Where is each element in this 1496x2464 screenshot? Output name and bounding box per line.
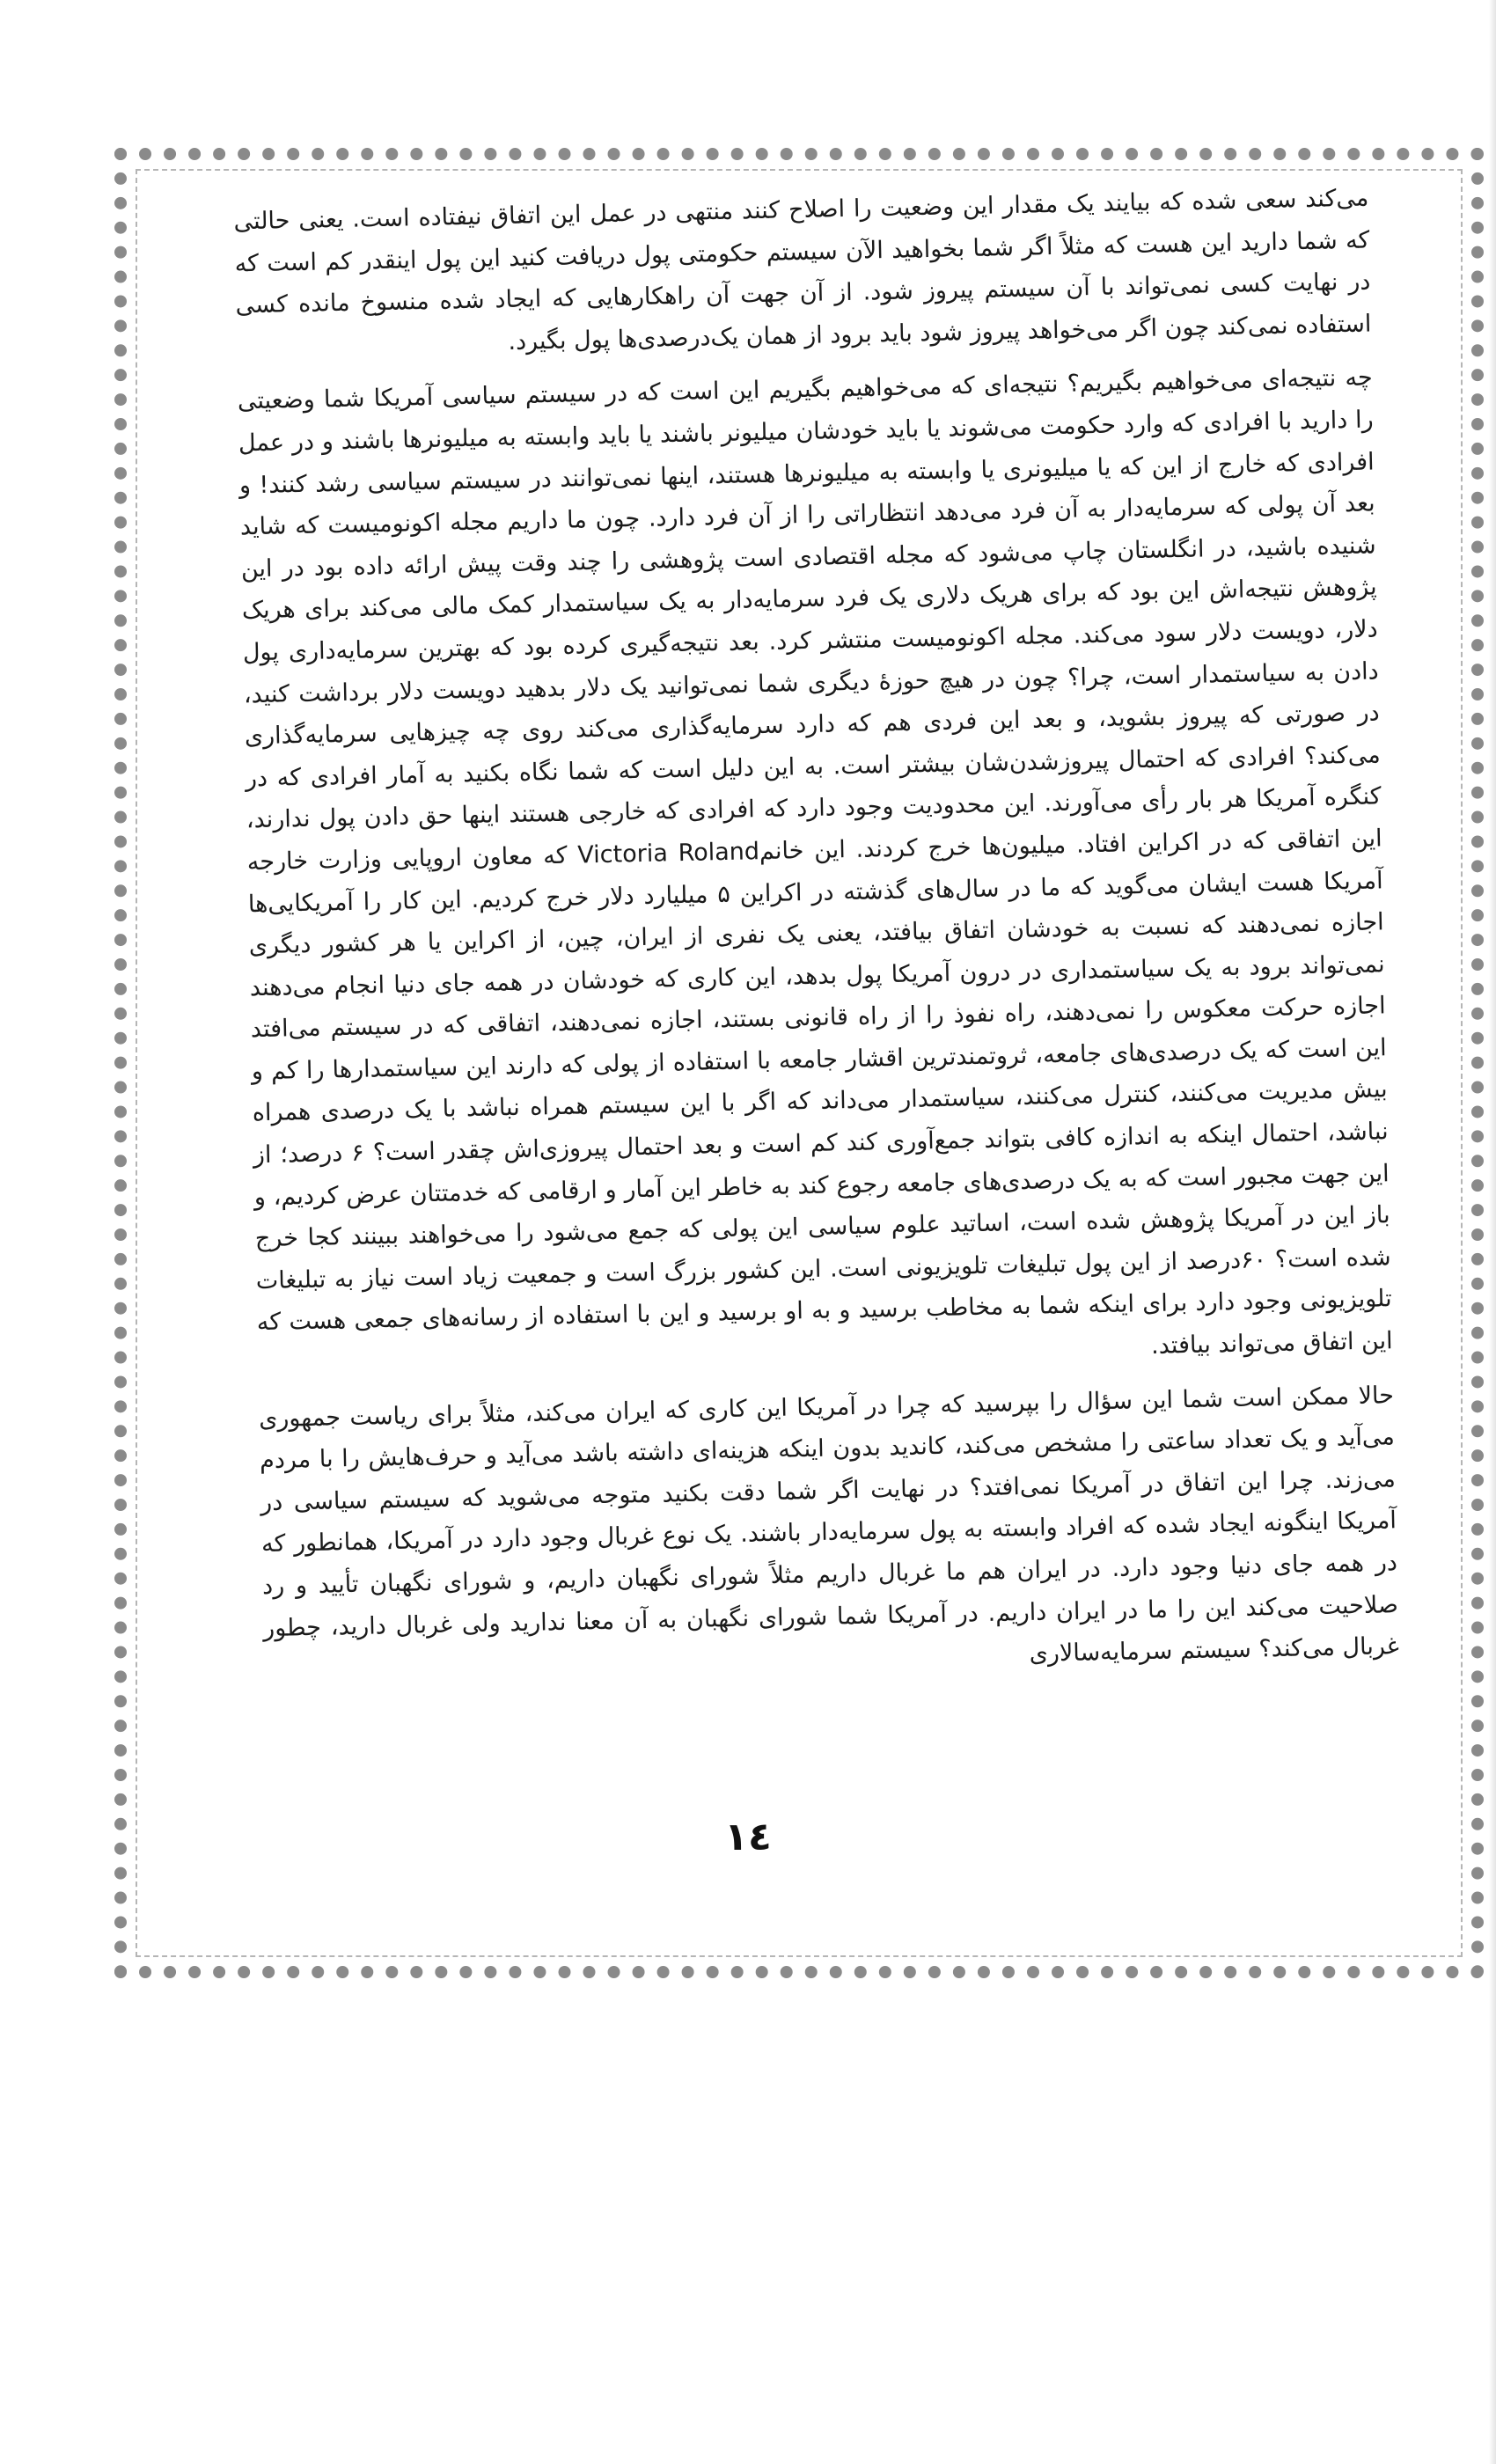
body-text — [233, 177, 1399, 1703]
paragraph-1: می‌کند سعی شده که بیایند یک مقدار این وضعیت را اصلاح کنند منتهی در عمل این اتفاق نیفتاده است. یعنی حالتی که شما دارید این هست که مثلاً اگر شما بخواهید الآن سیستم حکومتی پول دریافت کنید این پول اینقدر کم است که در نهایت کسی نمی‌تواند با آن سیستم پیروز شود. از آن جهت آن راهکارهایی که ایجاد شده منسوخ مانده کسی استفاده نمی‌کند چون اگر می‌خواهد پیروز شود باید برود از همان یک‌درصدی‌ها پول بگیرد. — [233, 184, 1372, 356]
paragraph-2: چه نتیجه‌ای می‌خواهیم بگیریم؟ نتیجه‌ای که می‌خواهیم بگیریم این است که در سیستم سیاسی آمریکا شما وضعیتی را دارید با افرادی که وارد حکومت می‌شوند یا باید خودشان میلیونر باشند یا باید وابسته به میلیونرها باشند و در عمل افرادی که خارج از این که یا میلیونری یا وابسته به میلیونرها هستند، اینها نمی‌توانند در سیستم سیاسی رشد کنند! و بعد آن پولی که سرمایه‌دار به آن فرد می‌دهد انتظاراتی را از آن فرد دارد. چون ما داریم مجله اکونومیست که شاید شنیده باشید، در انگلستان چاپ می‌شود که مجله اقتصادی است پژوهشی را چند وقت پیش ارائه داده بود در این پژوهش نتیجه‌اش این بود که برای هریک دلاری یک فرد سرمایه‌دار به یک سیاستمدار کمک مالی می‌کند برای هریک دلار، دویست دلار سود می‌کند. مجله اکونومیست منتشر کرد. بعد نتیجه‌گیری کرده بود که بهترین سرمایه‌داری پول دادن به سیاستمدار است، چرا؟ چون در هیچ حوزهٔ دیگری شما نمی‌توانید یک دلار بدهید دویست دلار برداشت کنید، در صورتی که پیروز بشوید، و بعد این فردی هم که دارد سرمایه‌گذاری می‌کند روی چه چیزهایی سرمایه‌گذاری می‌کند؟ افرادی که احتمال پیروزشدن‌شان بیشتر است. به این دلیل است که شما نگاه بکنید به آمار افرادی که در کنگره آمریکا هر بار رأی می‌آورند. این محدودیت وجود دارد که افرادی که خارجی هستند اینها حق دادن پول ندارند، این اتفاقی که در اکراین افتاد. میلیون‌ها خرج کردند. این خانم‌Victoria Roland که معاون اروپایی وزارت خارجه آمریکا هست ایشان می‌گوید که ما در سال‌های گذشته در اکراین ۵ میلیارد دلار خرج کردیم. این کار را آمریکایی‌ها اجازه نمی‌دهند که نسبت به خودشان اتفاق بیافتد، یعنی یک نفری از ایران، چین، از اکراین یا هر کشور دیگری نمی‌تواند برود به یک سیاستمداری در درون آمریکا پول بدهد، این کاری که خودشان در همه جای دنیا انجام می‌دهند اجازه حرکت معکوس را نمی‌دهند، راه نفوذ را از راه قانونی بستند، اجازه نمی‌دهند، اتفاقی که در سیستم می‌افتد این است که یک درصدی‌های جامعه، ثروتمندترین اقشار جامعه با استفاده از پولی که دارند این سیاستمدارها را کم و بیش مدیریت می‌کنند، کنترل می‌کنند، سیاستمدار می‌داند که اگر با این سیستم همراه نباشد با یک درصدی همراه نباشد، احتمال اینکه به اندازه کافی بتواند جمع‌آوری کند کم است و بعد احتمال پیروزی‌اش چقدر است؟ ۶ درصد؛ از این جهت مجبور است که به یک درصدی‌های جامعه رجوع کند به خاطر این آمار و ارقامی که خدمتتان عرض کردیم، و باز این در آمریکا پژوهش شده است، اساتید علوم سیاسی این پولی که جمع می‌شود را می‌خواهند ببینند کجا خرج شده است؟ ۶۰درصد از این پول تبلیغات تلویزیونی است. این کشور بزرگ است و جمعیت زیاد است نیاز به تبلیغات تلویزیونی وجود دارد برای اینکه شما به مخاطب برسید و به او برسید و این با استفاده از رسانه‌های جمعی هست که این اتفاق می‌تواند بیافتد. — [237, 363, 1393, 1360]
scan-edge-shadow — [1489, 0, 1496, 2464]
paragraph-3: حالا ممکن است شما این سؤال را بپرسید که چرا در آمریکا این کاری که ایران می‌کند، مثلاً برای ریاست جمهوری می‌آید و یک تعداد ساعتی را مشخص می‌کند، کاندید بدون اینکه هزینه‌ای داشته باشد می‌آید و حرف‌هایش را با مردم می‌زند. چرا این اتفاق در آمریکا نمی‌افتد؟ در نهایت اگر شما دقت بکنید متوجه می‌شوید که سیستم سیاسی در آمریکا اینگونه ایجاد شده که افراد وابسته به پول سرمایه‌دار باشند. یک نوع غربال وجود دارد در آمریکا، همانطور که در همه جای دنیا وجود دارد. در ایران هم ما غربال داریم مثلاً شورای نگهبان داریم، و شورای نگهبان تأیید و رد صلاحیت می‌کند این را ما در ایران داریم. در آمریکا شما شورای نگهبان به آن معنا ندارید ولی غربال دارید، چطور غربال می‌کند؟ سیستم سرمایه‌سالاری — [258, 1381, 1400, 1668]
page-number: ۱٤ — [724, 1815, 772, 1859]
